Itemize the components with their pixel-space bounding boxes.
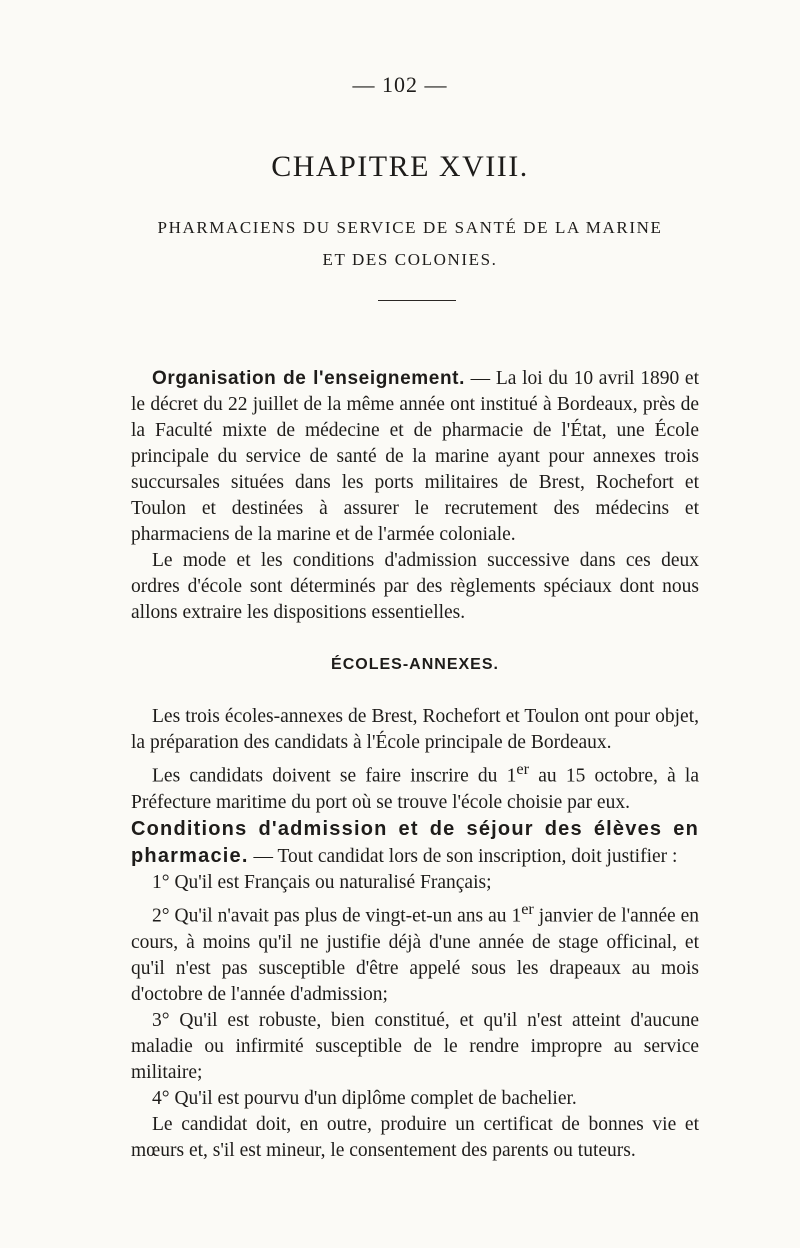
list-item-3: [131, 1008, 699, 1086]
page-number: — 102 —: [352, 72, 448, 97]
section-ecoles-annexes: [131, 704, 699, 816]
item-text: Qu'il est Français ou naturalisé Français;: [169, 872, 492, 893]
item-number: 4°: [152, 1087, 170, 1109]
paragraph-text: Les candidats doivent se faire inscrire du 1: [152, 765, 517, 787]
list-item-1: [131, 870, 699, 896]
paragraph-conditions-intro: [131, 816, 699, 870]
chapter-subtitle-line2: ET DES COLONIES.: [322, 250, 498, 269]
superscript: er: [516, 760, 530, 778]
item-number: 3°: [152, 1009, 170, 1031]
run-in-heading-organisation: Organisation de l'enseignement.: [152, 368, 465, 389]
item-number: 1°: [152, 872, 170, 893]
section-organisation: [131, 366, 699, 626]
paragraph-annexes-2: [131, 756, 699, 816]
run-in-heading-conditions: Conditions d'admission et de séjour des élèves en pharmacie.: [131, 818, 699, 867]
paragraph-annexes-1: Les trois écoles-annexes de Brest, Rochefort et Toulon ont pour objet, la préparation des candidats à l'École principale de Bordeaux.: [131, 706, 699, 753]
section-conditions: [131, 816, 699, 1164]
superscript: er: [521, 900, 534, 918]
chapter-title: CHAPITRE XVIII.: [271, 150, 529, 183]
item-text: janvier de l'année en cours, à moins qu'il ne justifie déjà d'une année de stage officinal, et qu'il n'est pas susceptible d'être appelé sous les drapeaux au mois d'octobre de l'année d'admission;: [131, 905, 699, 1005]
chapter-subtitle-line1: PHARMACIENS DU SERVICE DE SANTÉ DE LA MARINE: [157, 218, 663, 237]
section-divider: [378, 300, 456, 301]
list-item-4: [131, 1086, 699, 1112]
item-number: 2°: [152, 905, 170, 927]
paragraph-text: — Tout candidat lors de son inscription, doit justifier :: [248, 846, 678, 867]
section-heading-ecoles-annexes: ÉCOLES-ANNEXES.: [331, 656, 499, 673]
paragraph-closing: Le candidat doit, en outre, produire un certificat de bonnes vie et mœurs et, s'il est mineur, le consentement des parents ou tuteurs.: [131, 1113, 699, 1161]
list-item-2: [131, 896, 699, 1008]
paragraph-text: — La loi du 10 avril 1890 et le décret du 22 juillet de la même année ont institué à Bordeaux, près de la Faculté mixte de médecine et de pharmacie de l'État, une École principale du service de santé de la marine ayant pour annexes trois succursales situées dans les ports militaires de Brest, Rochefort et Toulon et destinées à assurer le recrutement des médecins et pharmaciens de la marine et de l'armée coloniale.: [131, 368, 699, 545]
item-text: Qu'il est pourvu d'un diplôme complet de bachelier.: [169, 1087, 577, 1109]
item-text: Qu'il est robuste, bien constitué, et qu'il n'est atteint d'aucune maladie ou infirmité susceptible de le rendre impropre au service militaire;: [131, 1009, 699, 1083]
item-text: Qu'il n'avait pas plus de vingt-et-un ans au 1: [169, 905, 522, 927]
paragraph-organisation-2: Le mode et les conditions d'admission successive dans ces deux ordres d'école sont déterminés par des règlements spéciaux dont nous allons extraire les dispositions essentielles.: [131, 550, 699, 623]
paragraph-organisation-1: [131, 366, 699, 548]
paragraph-text: au 15 octobre, à la Préfecture maritime du port où se trouve l'école choisie par eux.: [131, 765, 700, 813]
